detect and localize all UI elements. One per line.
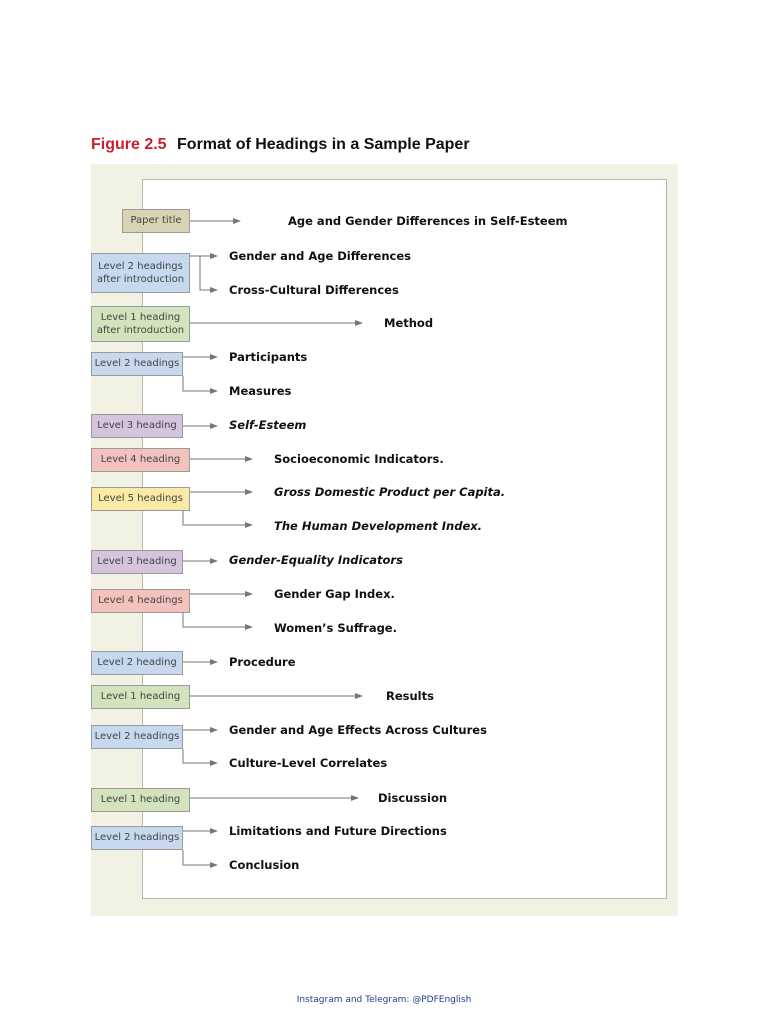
- heading-gender-equality: Gender-Equality Indicators: [229, 553, 403, 567]
- heading-participants: Participants: [229, 350, 308, 364]
- heading-conclusion: Conclusion: [229, 858, 300, 872]
- figure-number: Figure 2.5: [91, 136, 167, 153]
- level2-headings-label-c: Level 2 headings: [91, 826, 183, 850]
- heading-discussion: Discussion: [378, 791, 448, 805]
- arrow-correlates: [183, 749, 217, 763]
- heading-socioeconomic: Socioeconomic Indicators.: [274, 452, 444, 466]
- arrow-hdi: [183, 511, 252, 525]
- heading-self-esteem: Self-Esteem: [229, 418, 307, 432]
- level1-heading-label-a: Level 1 heading: [91, 685, 190, 709]
- level3-heading-label-b: Level 3 heading: [91, 550, 183, 574]
- heading-gdp: Gross Domestic Product per Capita.: [274, 485, 506, 499]
- heading-method: Method: [384, 316, 434, 330]
- level1-heading-label-b: Level 1 heading: [91, 788, 190, 812]
- heading-hdi: The Human Development Index.: [274, 519, 483, 533]
- level1-after-intro-label: Level 1 heading after introduction: [91, 306, 190, 342]
- arrow-cross-cultural: [190, 256, 217, 290]
- arrow-conclusion: [183, 850, 217, 865]
- paper-title-label: Paper title: [122, 209, 190, 233]
- heading-correlates: Culture-Level Correlates: [229, 756, 388, 770]
- heading-effects: Gender and Age Effects Across Cultures: [229, 723, 487, 737]
- level2-headings-label-b: Level 2 headings: [91, 725, 183, 749]
- level2-after-intro-label: Level 2 headings after introduction: [91, 253, 190, 293]
- arrow-suffrage: [183, 613, 252, 627]
- arrow-measures: [183, 376, 217, 391]
- level4-headings-label: Level 4 headings: [91, 589, 190, 613]
- level5-headings-label: Level 5 headings: [91, 487, 190, 511]
- heading-limitations: Limitations and Future Directions: [229, 824, 447, 838]
- heading-procedure: Procedure: [229, 655, 296, 669]
- heading-results: Results: [386, 689, 434, 703]
- level4-heading-label: Level 4 heading: [91, 448, 190, 472]
- heading-gender-gap: Gender Gap Index.: [274, 587, 395, 601]
- level2-headings-label-a: Level 2 headings: [91, 352, 183, 376]
- level3-heading-label-a: Level 3 heading: [91, 414, 183, 438]
- heading-suffrage: Women’s Suffrage.: [274, 621, 397, 635]
- heading-paper-title: Age and Gender Differences in Self-Esteem: [288, 214, 568, 228]
- heading-measures: Measures: [229, 384, 292, 398]
- figure-caption: Format of Headings in a Sample Paper: [177, 136, 470, 153]
- level2-heading-label: Level 2 heading: [91, 651, 183, 675]
- heading-cross-cultural: Cross-Cultural Differences: [229, 283, 399, 297]
- heading-gender-age-differences: Gender and Age Differences: [229, 249, 411, 263]
- footer-credit: Instagram and Telegram: @PDFEnglish: [296, 995, 472, 1005]
